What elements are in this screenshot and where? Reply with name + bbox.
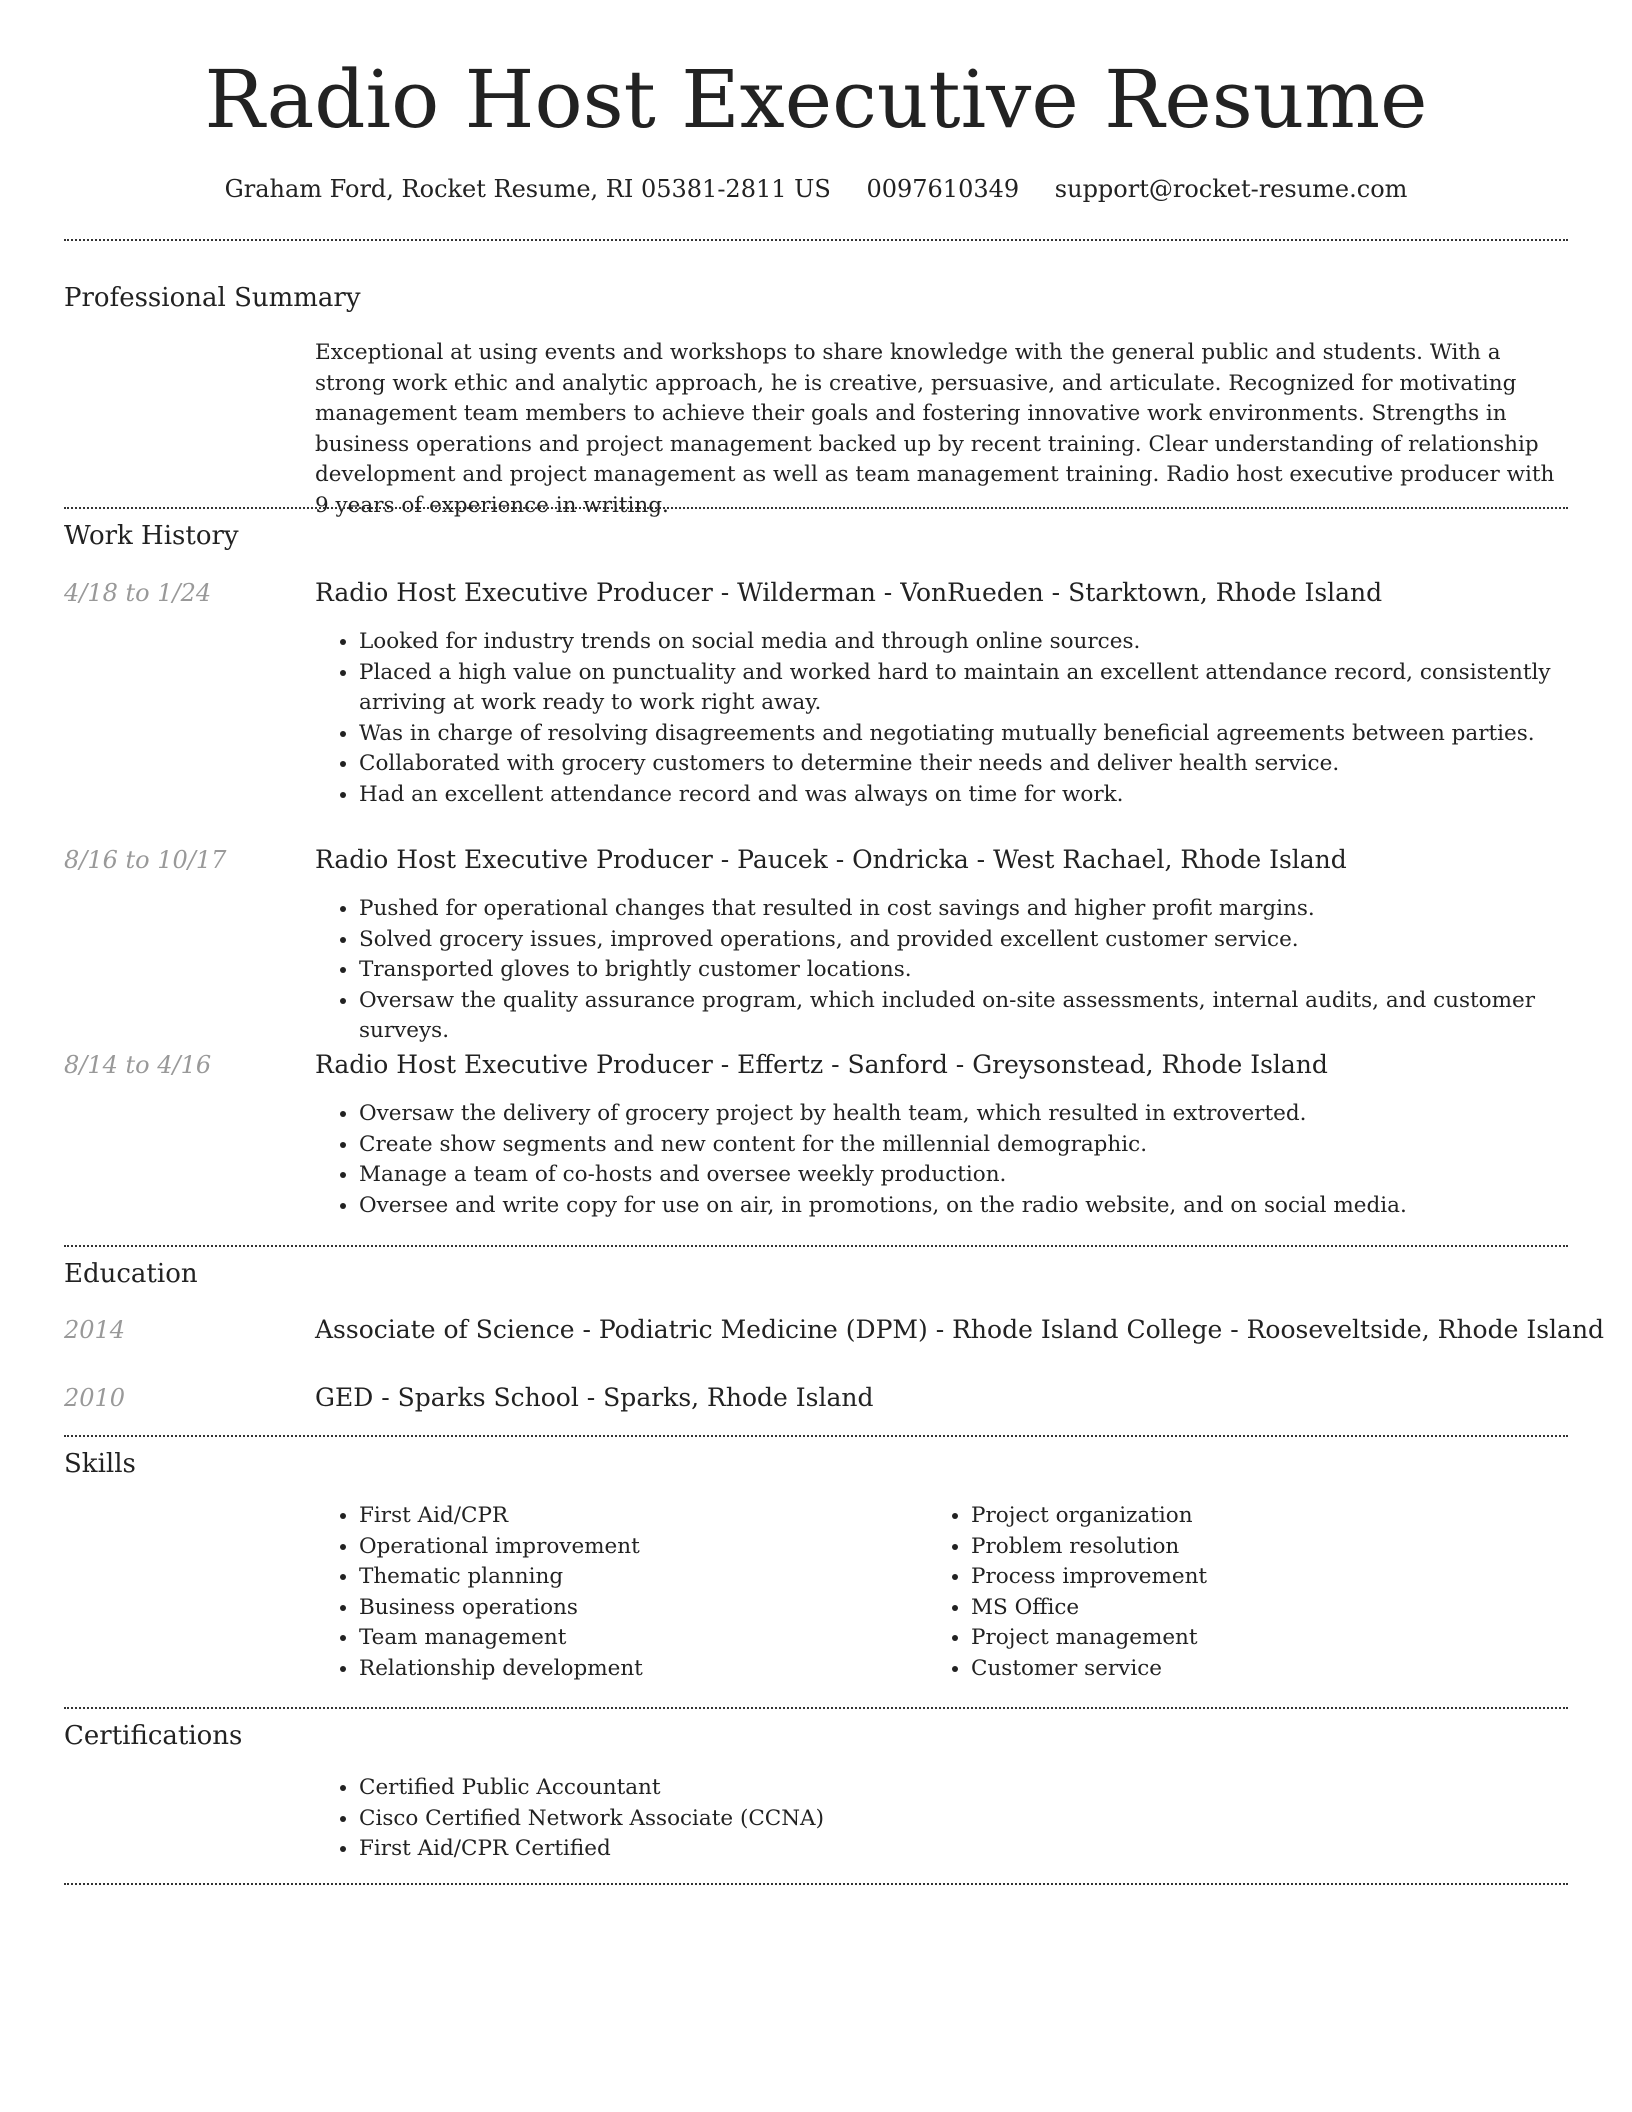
list-item: • Oversaw the quality assurance program, which included on-site assessments, internal audits, and customer surveys. (359, 986, 1609, 1047)
divider (64, 1435, 1568, 1437)
certification-item: • Certified Public Accountant (359, 1773, 1559, 1804)
certifications-list (315, 1773, 1559, 1865)
education-title: Associate of Science - Podiatric Medicine (DPM) - Rhode Island College - Rooseveltside, Rhode Island (315, 1315, 1605, 1344)
skill-item: • Problem resolution (971, 1532, 1571, 1563)
job-title: Radio Host Executive Producer - Effertz - Sanford - Greysonstead, Rhode Island (315, 1050, 1328, 1079)
list-item: • Looked for industry trends on social media and through online sources. (359, 627, 1589, 658)
education-year: 2014 (64, 1316, 126, 1344)
skills-list-left (315, 1501, 919, 1685)
job-bullets (315, 1099, 1609, 1221)
divider (64, 1707, 1568, 1709)
skill-item: • Process improvement (971, 1562, 1571, 1593)
skill-item: • Operational improvement (359, 1532, 919, 1563)
job-bullets (315, 627, 1589, 811)
job-dates: 8/14 to 4/16 (64, 1051, 212, 1079)
list-item: • Had an excellent attendance record and was always on time for work. (359, 780, 1589, 811)
list-item: • Manage a team of co-hosts and oversee weekly production. (359, 1160, 1609, 1191)
contact-email: support@rocket-resume.com (1054, 175, 1408, 203)
skill-item: • Customer service (971, 1654, 1571, 1685)
divider (64, 507, 1568, 509)
job-title: Radio Host Executive Producer - Wilderman - VonRueden - Starktown, Rhode Island (315, 578, 1383, 607)
work-history-heading: Work History (64, 521, 239, 551)
job-bullets (315, 894, 1609, 1047)
skill-item: • MS Office (971, 1593, 1571, 1624)
job-title: Radio Host Executive Producer - Paucek - Ondricka - West Rachael, Rhode Island (315, 845, 1347, 874)
education-year: 2010 (64, 1384, 126, 1412)
list-item: • Oversee and write copy for use on air, in promotions, on the radio website, and on social media. (359, 1191, 1609, 1222)
skill-item: • Thematic planning (359, 1562, 919, 1593)
list-item: • Pushed for operational changes that resulted in cost savings and higher profit margins. (359, 894, 1609, 925)
resume-title: Radio Host Executive Resume (204, 53, 1428, 146)
skill-item: • Business operations (359, 1593, 919, 1624)
contact-address: Graham Ford, Rocket Resume, RI 05381-2811 US (224, 175, 831, 203)
divider (64, 1245, 1568, 1247)
list-item: • Collaborated with grocery customers to determine their needs and deliver health service. (359, 749, 1589, 780)
list-item: • Oversaw the delivery of grocery project by health team, which resulted in extroverted. (359, 1099, 1609, 1130)
skill-item: • Team management (359, 1623, 919, 1654)
job-dates: 4/18 to 1/24 (64, 579, 212, 607)
list-item: • Create show segments and new content for the millennial demographic. (359, 1130, 1609, 1161)
summary-heading: Professional Summary (64, 283, 361, 313)
certification-item: • First Aid/CPR Certified (359, 1834, 1559, 1865)
job-dates: 8/16 to 10/17 (64, 846, 227, 874)
list-item: • Was in charge of resolving disagreements and negotiating mutually beneficial agreements between parties. (359, 719, 1589, 750)
list-item: • Solved grocery issues, improved operations, and provided excellent customer service. (359, 925, 1609, 956)
education-title: GED - Sparks School - Sparks, Rhode Island (315, 1383, 874, 1412)
contact-phone: 0097610349 (866, 175, 1020, 203)
skills-heading: Skills (64, 1449, 136, 1479)
education-heading: Education (64, 1259, 198, 1289)
certification-item: • Cisco Certified Network Associate (CCNA) (359, 1804, 1559, 1835)
certifications-heading: Certifications (64, 1721, 243, 1751)
skill-item: • First Aid/CPR (359, 1501, 919, 1532)
contact-line (0, 172, 1632, 206)
skills-list-right (927, 1501, 1571, 1685)
skill-item: • Project management (971, 1623, 1571, 1654)
list-item: • Placed a high value on punctuality and worked hard to maintain an excellent attendance record, consistently arriving at work ready to work right away. (359, 658, 1589, 719)
list-item: • Transported gloves to brightly customer locations. (359, 955, 1609, 986)
skill-item: • Relationship development (359, 1654, 919, 1685)
skill-item: • Project organization (971, 1501, 1571, 1532)
summary-text: Exceptional at using events and workshops to share knowledge with the general public and students. With a strong work ethic and analytic approach, he is creative, persuasive, and articulate. Recognized for motivating management team members to achieve their goals and fostering innovative work environments. Strengths in business operations and project management backed up by recent training. Clear understanding of relationship development and project management as well as team management training. Radio host executive producer with 9 years of experience in writing. (315, 340, 1555, 518)
divider (64, 239, 1568, 241)
divider (64, 1883, 1568, 1885)
